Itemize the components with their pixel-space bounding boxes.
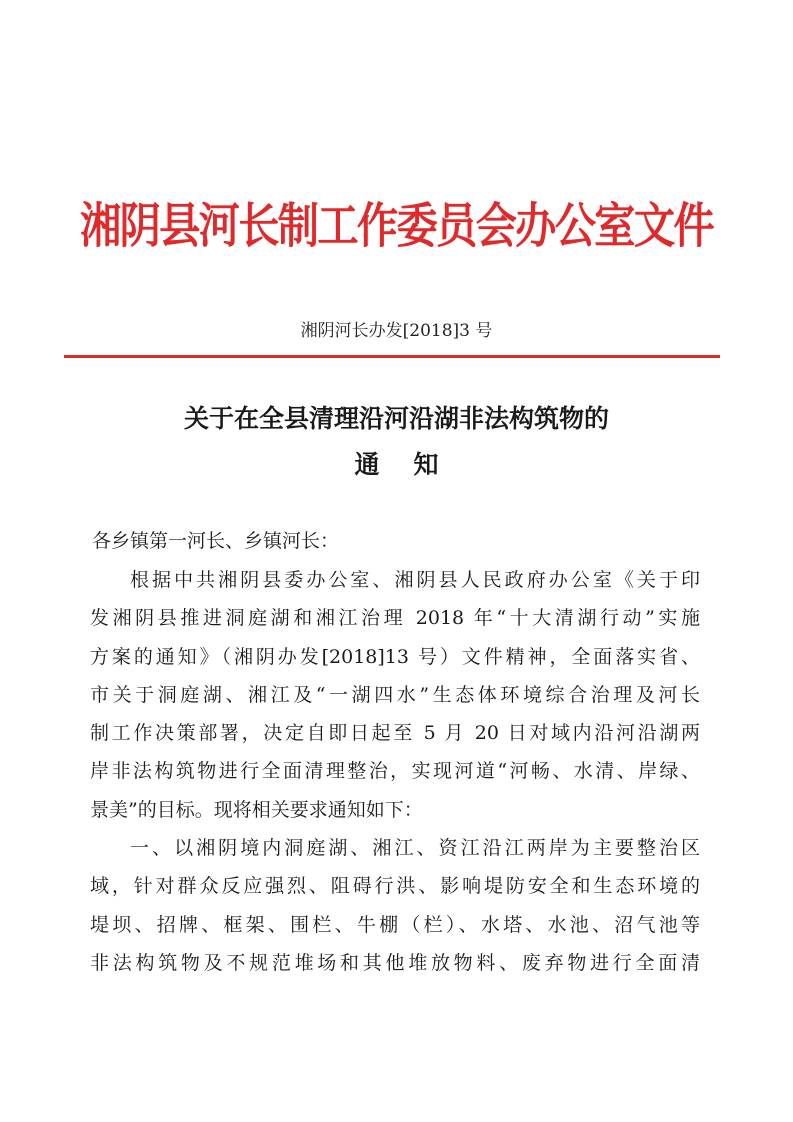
body-line: 域，针对群众反应强烈、阻碍行洪、影响堤防安全和生态环境的 [90,875,700,898]
body-line: 根据中共湘阴县委办公室、湘阴县人民政府办公室《关于印 [130,569,700,591]
body-line: 岸非法构筑物进行全面清理整治，实现河道“河畅、水清、岸绿、 [90,760,700,783]
body-line: 方案的通知》（湘阴办发[2018]13 号）文件精神，全面落实省、 [90,645,700,668]
body-line: 景美”的目标。现将相关要求通知如下： [90,798,423,821]
body-text [90,568,700,989]
salutation: 各乡镇第一河长、乡镇河长： [92,530,340,552]
document-number: 湘阴河长办发[2018]3 号 [300,321,493,341]
body-line: 发湘阴县推进洞庭湖和湘江治理 2018 年“十大清湖行动”实施 [90,607,700,630]
notice-title [0,396,793,488]
body-line: 一、以湘阴境内洞庭湖、湘江、资江沿江两岸为主要整治区 [130,837,700,860]
issuer-title: 湘阴县河长制工作委员会办公室文件 [80,198,713,254]
body-line: 市关于洞庭湖、湘江及“一湖四水”生态体环境综合治理及河长 [90,683,700,706]
body-line: 非法构筑物及不规范堆场和其他堆放物料、废弃物进行全面清 [90,951,700,974]
body-line: 堤坝、招牌、框架、围栏、牛棚（栏）、水塔、水池、沼气池等 [90,913,700,936]
notice-title-line-2: 通知 [354,450,473,479]
notice-title-line-1: 关于在全县清理沿河沿湖非法构筑物的 [183,404,609,433]
body-line: 制工作决策部署，决定自即日起至 5 月 20 日对域内沿河沿湖两 [90,722,700,745]
red-separator-line [64,355,720,358]
